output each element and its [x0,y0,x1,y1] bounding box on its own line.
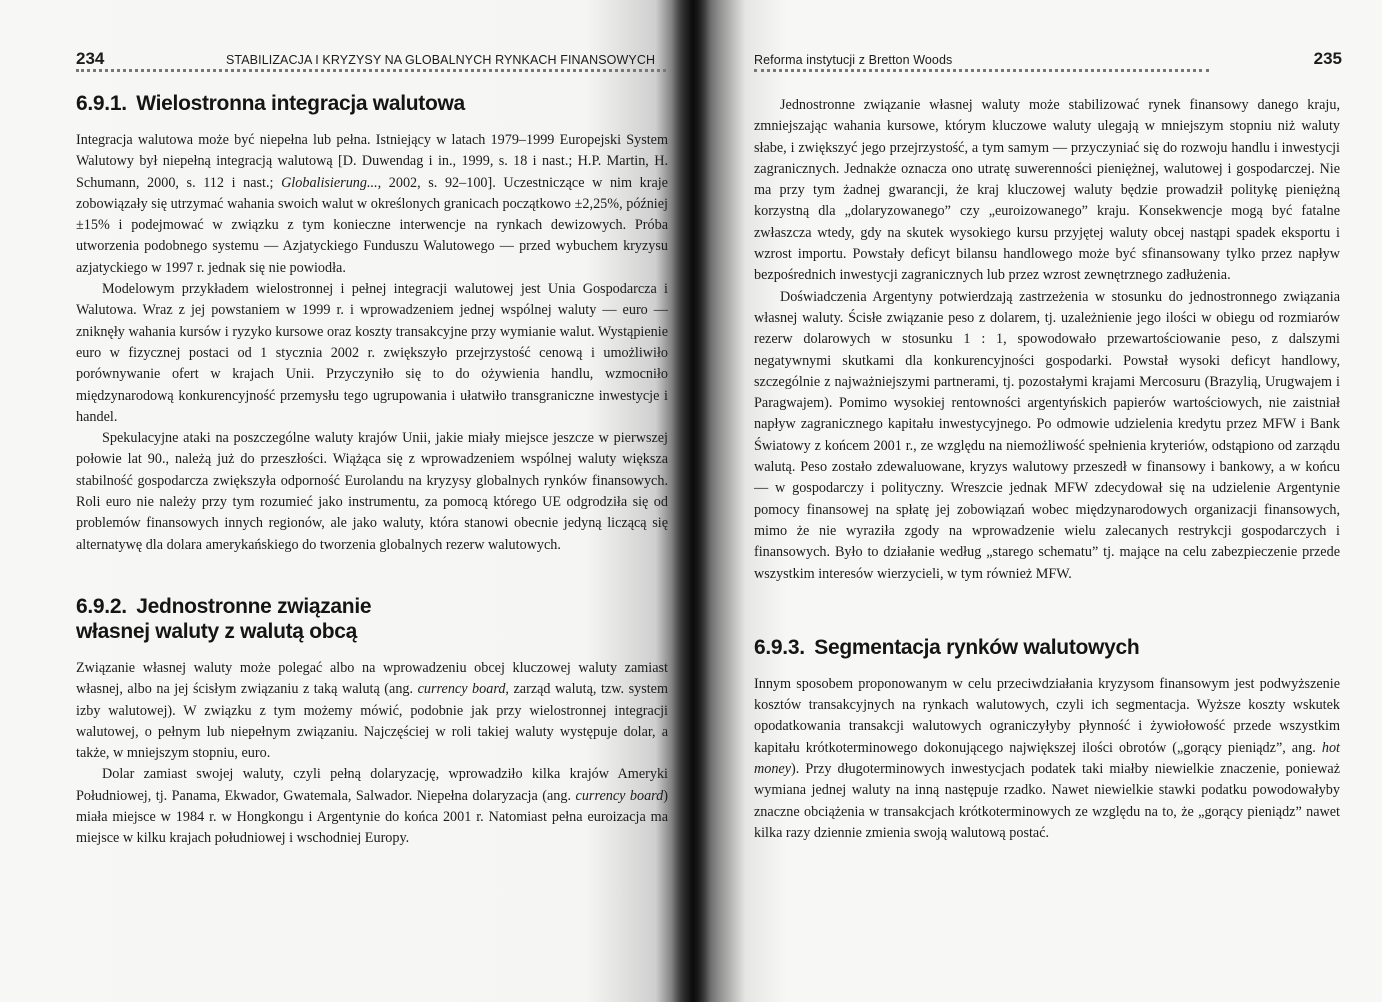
text-run: Dolar zamiast swojej waluty, czyli pełną dolaryzację, wprowadziło kilka krajów Ameryki Południowej, tj. Panama, Ekwador, Gwatemala, Salwador. Niepełna dolaryzacja (ang. [76,766,668,804]
dotted-rule [754,69,1209,76]
paragraph [76,130,668,279]
section-title-line1: Jednostronne związanie [136,594,372,618]
section-heading-6-9-1 [76,91,670,116]
paragraph: Spekulacyjne ataki na poszczególne waluty krajów Unii, jakie miały miejsce jeszcze w pierwszej połowie lat 90., należą już do przeszłości. Wiążąca się z wprowadzeniem wspólnej waluty większa stabilność gospodarcza zwiększyła odporność Eurolandu na kryzysy globalnych rynków finansowych. Roli euro nie należy przy tym rozumieć jako instrumentu, za pomocą którego UE odgrodziła się od problemów finansowych innych regionów, ale jako waluty, która stanowi obecnie jedyną liczącą się alternatywę dla dolara amerykańskiego do tworzenia globalnych rezerw walutowych. [76,430,668,553]
running-head-title: Reforma instytucji z Bretton Woods [754,53,953,67]
italic-text: currency board [417,681,506,698]
paragraph: Jednostronne związanie własnej waluty może stabilizować rynek finansowy danego kraju, zmniejszając wahania kursowe, którym kluczowe waluty ulegają w mniejszym stopniu niż waluty słabe, i zwiększyć jego przejrzystość, a tym samym — przyczyniać się do rozwoju handlu i inwestycji zagranicznych. Jednakże oznacza ono utratę suwerenności pieniężnej, walutowej i gospodarczej. Nie ma przy tym żadnej gwarancji, że kraj kluczowej waluty będzie prowadził politykę pieniężną korzystną dla „dolaryzowanego” czy „euroizowanego” kraju. Konsekwencje mogą być fatalne zwłaszcza wtedy, gdy na skutek wysokiego kursu przyjętej waluty obcej nastąpi spadek eksportu i wzrost importu. Powstały deficyt bilansu handlowego może być sfinansowany tylko przez napływ bezpośrednich inwestycji zagranicznych lub przez wzrost zewnętrznego zadłużenia. [754,97,1340,284]
text-run: Integracja walutowa może być niepełna lub pełna. Istniejący w latach 1979–1999 Europejski System Walutowy był niepełną integracją walutową [D. Duwendag i in., 1999, s. 18 i nast.; H.P. Martin, H. Schumann, 2000, s. 112 i nast.; [76,132,668,191]
text-run: ) miała miejsce w 1984 r. w Hongkongu i Argentynie do końca 2001 r. Natomiast pełna euroizacja ma miejsce w kilku krajach południowej i wschodniej Europy. [76,787,669,847]
section-number: 6.9.2. [76,594,127,618]
section-heading-6-9-3 [754,635,1342,660]
paragraph: Doświadczenia Argentyny potwierdzają zastrzeżenia w stosunku do jednostronnego związania własnej waluty. Ścisłe związanie peso z dolarem, tj. uzależnienie jego ilości w obiegu od rozmiarów rezerw dolarowych w stosunku 1 : 1, spowodowało przewartościowanie peso, z dalszymi negatywnymi skutkami dla konkurencyjności gospodarki. Powstał wysoki deficyt handlowy, szczególnie z najważniejszymi partnerami, tj. pozostałymi krajami Mercosuru (Brazylią, Urugwajem i Paragwajem). Pomimo wysokiej rentowności argentyńskich papierów wartościowych, nie zaistniał napływ zagranicznego kapitału inwestycyjnego. Po odmowie udzielenia kredytu przez MFW i Bank Światowy z końcem 2001 r., ze względu na niemożliwość spełnienia kryteriów, odstąpiono od zarządu walutą. Peso zostało zdewaluowane, kryzys walutowy przeszedł w finansowy i bankowy, a w końcu — w gospodarczy i polityczny. Wreszcie jednak MFW zdecydował się na udzielenie Argentynie pomocy finansowej na spłatę jej zobowiązań wobec międzynarodowych organizacji finansowych, mimo że nie wyraziła zgody na wprowadzenie wielu zalecanych restrykcji gospodarczych i finansowych. Było to działanie według „starego schematu” tj. mające na celu zabezpieczenie przede wszystkim interesów wierzycieli, w tym również MFW. [754,288,1340,582]
text-run: Innym sposobem proponowanym w celu przeciwdziałania kryzysom finansowym jest podwyższenie kosztów transakcyjnych na rynkach walutowych, czyli ich segmentacja. Wyższe koszty wskutek opodatkowania transakcji walutowych ograniczyłyby płynność i żywiołowość przede wszystkim kapitału krótkoterminowego dokonującego największej ilości obrotów („gorący pieniądz”, ang. [754,675,1340,756]
italic-text: hot money [754,739,1340,778]
page-number: 235 [1313,49,1342,68]
running-header [76,45,670,75]
running-header [754,45,1342,75]
text-run: , zarząd walutą, tzw. system izby walutowej). W związku z tym możemy mówić, podobnie jak przy wielostronnej integracji walutowej, o pełnym lub niepełnym związaniu. Najczęściej w roli takiej waluty występuje dolar, a także, w mniejszym stopniu, euro. [76,681,669,762]
dotted-rule [76,69,666,76]
italic-text: currency board [575,787,664,804]
section-title: Wielostronna integracja walutowa [136,92,465,115]
paragraph: Modelowym przykładem wielostronnej i pełnej integracji walutowej jest Unia Gospodarcza i Walutowa. Wraz z jej powstaniem w 1999 r. i wprowadzeniem jednej wspólnej waluty — euro — zniknęły wahania kursów i ryzyko kursowe oraz koszty transakcyjne przy wymianie walut. Wystąpienie euro w fizycznej postaci od 1 stycznia 2002 r. zwiększyło przejrzystość cenową i umożliwiło porównywanie ofert w krajach Unii. Przyczyniło się to do ożywienia handlu, wzmocniło międzynarodową konkurencyjność przemysłu tego ugrupowania i ułatwiło transgraniczne inwestycje i handel. [76,281,668,425]
paragraph [754,674,1340,844]
text-run: , 2002, s. 92–100]. Uczestniczące w nim kraje zobowiązały się utrzymać wahania swoich walut w określonych granicach początkowo ±2,25%, później ±15% i podejmować w związku z tym konieczne interwencje na rynkach dewizowych. Próba utworzenia podobnego systemu — Azjatyckiego Funduszu Walutowego — przed wybuchem kryzysu azjatyckiego w 1997 r. jednak się nie powiodła. [76,174,668,276]
section-number: 6.9.1. [76,92,127,115]
text-run: ). Przy długoterminowych inwestycjach podatek taki miałby niewielkie znaczenie, ponieważ wymiana jednej waluty na inną następuje rzadko. Nawet niewielkie stawki podatku powodowałyby znaczne obciążenia w transakcjach krótkoterminowych ze względu na to, że „gorący pieniądz” nawet kilka razy dziennie zmienia swoją walutową postać. [754,761,1340,841]
paragraph [76,658,668,764]
left-page [0,0,690,1002]
paragraph [76,764,668,849]
section-number: 6.9.3. [754,635,805,659]
section-heading-6-9-2 [76,594,670,644]
section-title: Segmentacja rynków walutowych [814,635,1140,659]
book-gutter [672,0,710,1002]
running-head-title: STABILIZACJA I KRYZYSY NA GLOBALNYCH RYNKACH FINANSOWYCH [226,53,656,67]
page-number: 234 [76,49,105,68]
italic-text: Globalisierung... [281,174,378,191]
right-page [690,0,1382,1002]
section-title-line2: własnej waluty z walutą obcą [76,619,358,643]
text-run: Związanie własnej waluty może polegać albo na wprowadzeniu obcej kluczowej waluty zamiast własnej, albo na jej ścisłym związaniu z taką walutą (ang. [76,659,668,698]
